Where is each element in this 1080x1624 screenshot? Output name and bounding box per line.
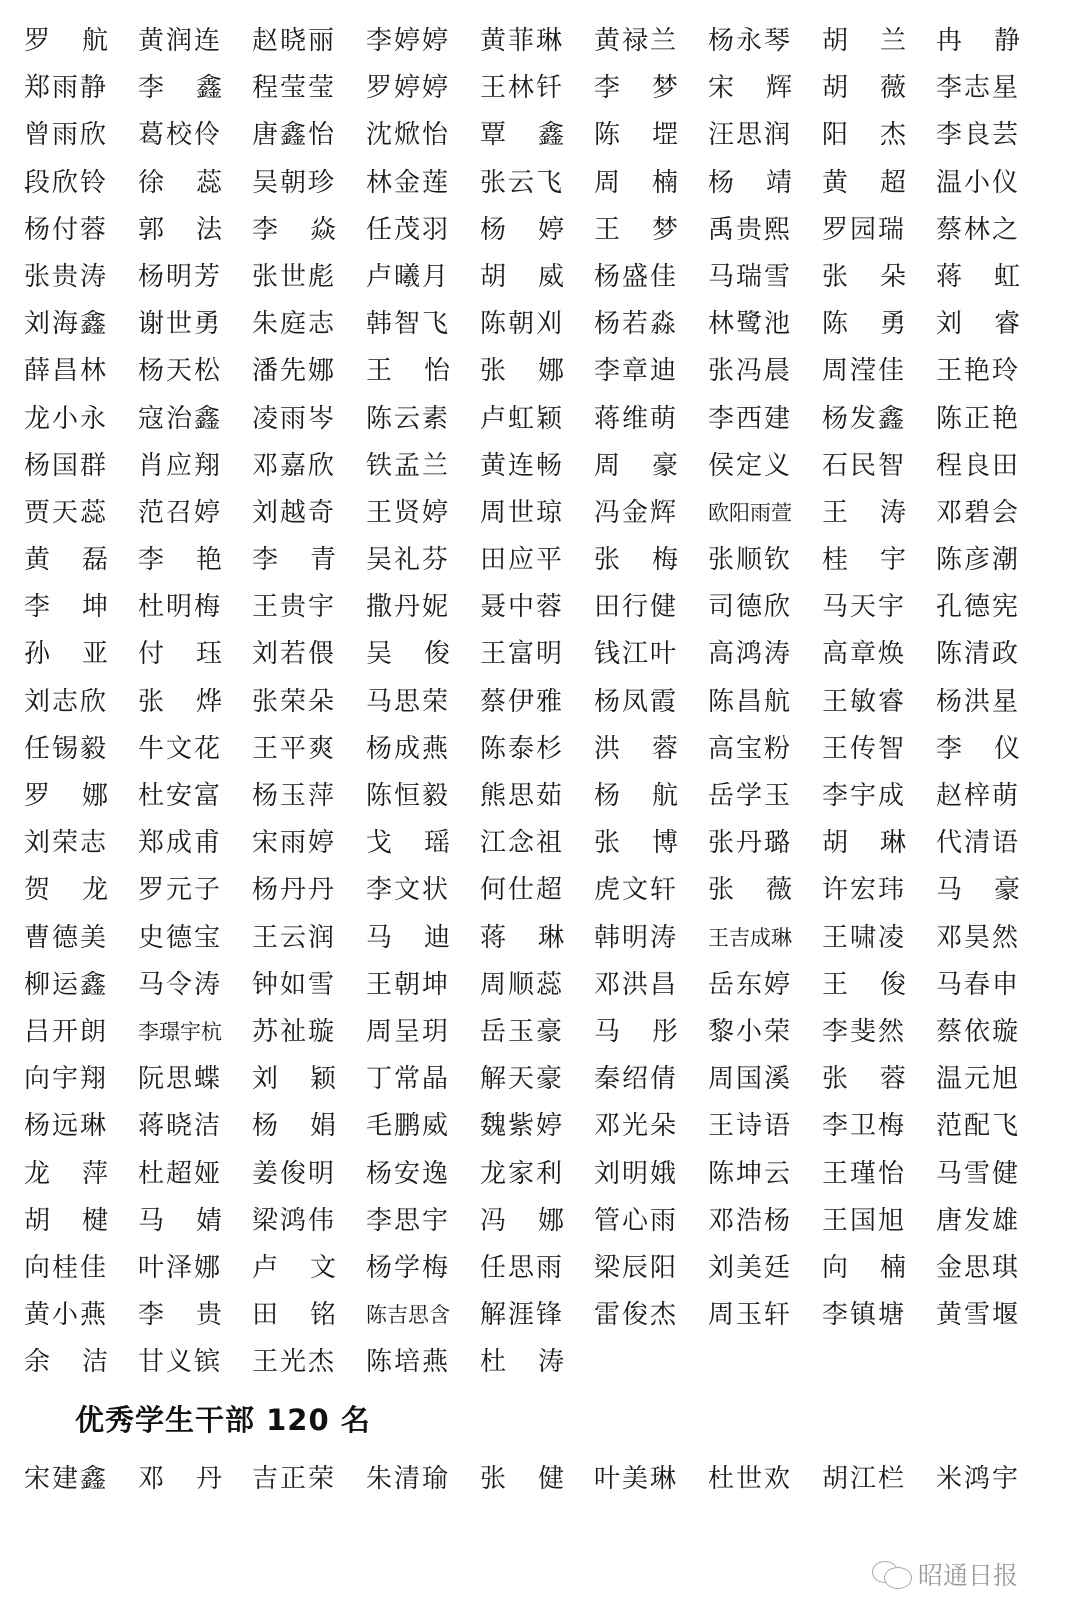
name-entry: 管心雨 [594,1205,679,1236]
name-entry: 胡 威 [480,261,566,292]
honor-list-section-2 [24,1456,1064,1503]
name-entry: 杜 涛 [480,1347,566,1378]
name-entry: 凌雨岑 [252,403,337,434]
name-entry: 欧阳雨萱 [708,500,792,525]
name-entry: 周 楠 [594,167,680,198]
name-entry: 李宇成 [822,781,907,811]
name-entry: 戈 瑶 [366,828,452,859]
name-entry: 林金莲 [366,167,451,198]
name-entry: 秦绍倩 [594,1064,679,1095]
name-entry: 程良田 [936,450,1021,481]
name-entry: 石民智 [822,450,907,481]
name-entry: 王艳玲 [936,356,1021,387]
name-entry: 段欣铃 [24,167,109,198]
name-entry: 李良芸 [936,120,1021,151]
name-entry: 朱庭志 [252,309,337,340]
name-entry: 周国溪 [708,1064,793,1095]
name-entry: 陈 勇 [822,309,908,340]
name-entry: 杨天松 [138,356,223,387]
name-entry: 王瑾怡 [822,1158,907,1189]
name-entry: 王国旭 [822,1205,907,1236]
name-entry: 刘美廷 [708,1252,793,1283]
name-entry: 刘荣志 [24,828,109,859]
name-entry: 张丹璐 [708,828,793,859]
name-entry: 杨盛佳 [594,261,679,292]
name-entry: 葛校伶 [138,120,223,151]
name-entry: 陈坤云 [708,1158,793,1189]
name-entry: 王吉成琳 [708,925,792,950]
name-entry: 龙小永 [24,403,109,434]
name-entry: 王 梦 [594,214,680,245]
name-entry: 唐发雄 [936,1205,1021,1236]
name-entry: 周滢佳 [822,356,907,387]
name-entry: 刘越奇 [252,497,337,528]
name-entry: 任思雨 [480,1252,565,1283]
name-entry: 王朝坤 [366,969,451,1000]
name-entry: 撒丹妮 [366,592,451,623]
name-entry: 蒋 琳 [480,922,566,953]
name-entry: 温小仪 [936,167,1021,198]
name-entry: 韩智飞 [366,309,451,340]
name-entry: 禹贵熙 [708,214,793,245]
name-entry: 杨 靖 [708,167,794,198]
name-entry: 钟如雪 [252,969,337,1000]
name-entry: 宋雨婷 [252,828,337,859]
name-entry: 周世琼 [480,497,565,528]
name-entry: 冯 娜 [480,1205,566,1236]
name-entry: 沈焮怡 [366,120,451,151]
name-entry: 罗 航 [24,26,110,56]
name-entry: 邓碧会 [936,497,1021,528]
name-entry: 罗元子 [138,875,223,906]
name-entry: 李镇塘 [822,1300,907,1331]
name-entry: 蔡伊雅 [480,686,565,717]
name-entry: 张 蓉 [822,1064,908,1095]
name-entry: 许宏玮 [822,875,907,906]
name-entry: 黄 磊 [24,545,110,576]
name-entry: 王光杰 [252,1347,337,1378]
name-entry: 蒋 虹 [936,261,1022,292]
name-entry: 曹德美 [24,922,109,953]
name-entry: 解涯锋 [480,1300,565,1331]
name-entry: 汪思润 [708,120,793,151]
name-entry: 邓浩杨 [708,1205,793,1236]
name-entry: 朱清瑜 [366,1464,451,1494]
name-entry: 胡 薇 [822,73,908,104]
name-entry: 邓昊然 [936,922,1021,953]
name-entry: 向宇翔 [24,1064,109,1095]
name-entry: 侯定义 [708,450,793,481]
name-entry: 黎小荣 [708,1016,793,1047]
name-entry: 郑雨静 [24,73,109,104]
name-entry: 马瑞雪 [708,261,793,292]
name-entry: 张冯晨 [708,356,793,387]
name-entry: 李 焱 [252,214,338,245]
name-entry: 梁辰阳 [594,1252,679,1283]
name-entry: 孔德宪 [936,592,1021,623]
name-entry: 周呈玥 [366,1016,451,1047]
name-entry: 雷俊杰 [594,1300,679,1331]
name-entry: 刘明娥 [594,1158,679,1189]
name-entry: 罗 娜 [24,781,110,811]
name-entry: 陈培燕 [366,1347,451,1378]
name-entry: 熊思茹 [480,781,565,811]
name-entry: 唐鑫怡 [252,120,337,151]
name-entry: 罗园瑞 [822,214,907,245]
name-entry: 程莹莹 [252,73,337,104]
name-entry: 梁鸿伟 [252,1205,337,1236]
name-entry: 吕开朗 [24,1016,109,1047]
name-entry: 杨明芳 [138,261,223,292]
name-entry: 苏祉璇 [252,1016,337,1047]
name-entry: 周顺蕊 [480,969,565,1000]
honor-list-section-1 [24,18,1064,1386]
name-entry: 田行健 [594,592,679,623]
name-entry: 岳东婷 [708,969,793,1000]
name-entry: 黄润连 [138,26,223,56]
name-entry: 黄连畅 [480,450,565,481]
name-entry: 黄雪堰 [936,1300,1021,1331]
name-entry: 杨付蓉 [24,214,109,245]
name-entry: 邓洪昌 [594,969,679,1000]
name-entry: 赵晓丽 [252,26,337,56]
name-entry: 黄禄兰 [594,26,679,56]
name-entry: 王传智 [822,733,907,764]
name-entry: 毛鹏威 [366,1111,451,1142]
name-entry: 聂中蓉 [480,592,565,623]
name-entry: 范配飞 [936,1111,1021,1142]
name-entry: 周玉轩 [708,1300,793,1331]
name-entry: 马雪健 [936,1158,1021,1189]
name-entry: 吴 俊 [366,639,452,670]
name-entry: 任锡毅 [24,733,109,764]
name-entry: 邓光朵 [594,1111,679,1142]
name-entry: 代清语 [936,828,1021,859]
name-entry: 阳 杰 [822,120,908,151]
name-entry: 杜世欢 [708,1464,793,1494]
name-entry: 杨 婷 [480,214,566,245]
name-entry: 杨洪星 [936,686,1021,717]
name-entry: 田应平 [480,545,565,576]
name-entry: 张贵涛 [24,261,109,292]
name-entry: 刘 颖 [252,1064,338,1095]
name-entry: 刘 睿 [936,309,1022,340]
name-entry: 温元旭 [936,1064,1021,1095]
name-entry: 冯金辉 [594,497,679,528]
name-entry: 钱江叶 [594,639,679,670]
name-entry: 吉正荣 [252,1464,337,1494]
name-entry: 马天宇 [822,592,907,623]
name-entry: 魏紫婷 [480,1111,565,1142]
name-entry: 杨若淼 [594,309,679,340]
name-entry: 王 俊 [822,969,908,1000]
name-entry: 王啸凌 [822,922,907,953]
name-entry: 张 健 [480,1464,566,1494]
name-entry: 张 娜 [480,356,566,387]
name-entry: 王敏睿 [822,686,907,717]
name-entry: 陈正艳 [936,403,1021,434]
name-entry: 刘志欣 [24,686,109,717]
name-entry: 江念祖 [480,828,565,859]
name-entry: 张荣朵 [252,686,337,717]
name-entry: 杜明梅 [138,592,223,623]
name-entry: 黄小燕 [24,1300,109,1331]
name-entry: 郑成甫 [138,828,223,859]
name-entry: 张 烨 [138,686,224,717]
name-entry: 甘义镔 [138,1347,223,1378]
name-entry: 龙 萍 [24,1158,110,1189]
name-entry: 王诗语 [708,1111,793,1142]
name-entry: 王林钎 [480,73,565,104]
name-entry: 叶泽娜 [138,1252,223,1283]
name-entry: 杨丹丹 [252,875,337,906]
name-entry: 王平爽 [252,733,337,764]
name-entry: 杨远琳 [24,1111,109,1142]
name-entry: 柳运鑫 [24,969,109,1000]
name-entry: 李璟宇杭 [138,1019,222,1044]
name-entry: 李 鑫 [138,73,224,104]
wechat-icon [872,1561,912,1587]
name-entry: 谢世勇 [138,309,223,340]
name-entry: 邓嘉欣 [252,450,337,481]
name-entry: 杨永琴 [708,26,793,56]
name-entry: 杨凤霞 [594,686,679,717]
name-entry: 马春申 [936,969,1021,1000]
name-entry: 牛文花 [138,733,223,764]
name-entry: 杨 娟 [252,1111,338,1142]
name-entry: 黄菲琳 [480,26,565,56]
name-entry: 杨学梅 [366,1252,451,1283]
name-entry: 卢 文 [252,1252,338,1283]
name-entry: 胡 兰 [822,26,908,56]
name-entry: 铁孟兰 [366,450,451,481]
name-entry: 陈吉思含 [366,1303,450,1328]
name-entry: 覃 鑫 [480,120,566,151]
name-entry: 桂 宇 [822,545,908,576]
name-entry: 肖应翔 [138,450,223,481]
name-entry: 杜安富 [138,781,223,811]
name-entry: 马 豪 [936,875,1022,906]
name-entry: 杨安逸 [366,1158,451,1189]
name-entry: 阮思蝶 [138,1064,223,1095]
name-entry: 李 艳 [138,545,224,576]
name-entry: 邓 丹 [138,1464,224,1494]
name-entry: 杨国群 [24,450,109,481]
name-entry: 吴礼芬 [366,545,451,576]
name-entry: 王富明 [480,639,565,670]
name-entry: 丁常晶 [366,1064,451,1095]
watermark [872,1556,1018,1592]
name-entry: 岳学玉 [708,781,793,811]
name-entry: 张世彪 [252,261,337,292]
name-entry: 胡 楗 [24,1205,110,1236]
name-entry: 李志星 [936,73,1021,104]
name-entry: 解天豪 [480,1064,565,1095]
name-entry: 贾天蕊 [24,497,109,528]
name-entry: 陈彦潮 [936,545,1021,576]
name-entry: 贺 龙 [24,875,110,906]
name-entry: 王贵宇 [252,592,337,623]
name-entry: 张顺钦 [708,545,793,576]
name-entry: 周 豪 [594,450,680,481]
name-entry: 马 迪 [366,922,452,953]
name-entry: 李 梦 [594,73,680,104]
name-entry: 黄 超 [822,167,908,198]
name-entry: 陈泰杉 [480,733,565,764]
name-entry: 姜俊明 [252,1158,337,1189]
name-entry: 曾雨欣 [24,120,109,151]
name-entry: 陈 堽 [594,120,680,151]
name-entry: 李 仪 [936,733,1022,764]
name-entry: 李思宇 [366,1205,451,1236]
name-entry: 李 坤 [24,592,110,623]
name-entry: 徐 蕊 [138,167,224,198]
name-entry: 刘海鑫 [24,309,109,340]
name-entry: 马 彤 [594,1016,680,1047]
name-entry: 韩明涛 [594,922,679,953]
name-entry: 杨 航 [594,781,680,811]
name-entry: 陈恒毅 [366,781,451,811]
name-entry: 杨玉萍 [252,781,337,811]
name-entry: 林鹭池 [708,309,793,340]
name-entry: 卢曦月 [366,261,451,292]
name-entry: 高宝粉 [708,733,793,764]
name-entry: 王 涛 [822,497,908,528]
name-entry: 胡江栏 [822,1464,907,1494]
name-entry: 张 梅 [594,545,680,576]
name-entry: 蔡林之 [936,214,1021,245]
name-entry: 杨发鑫 [822,403,907,434]
name-entry: 张 朵 [822,261,908,292]
name-entry: 张云飞 [480,167,565,198]
name-entry: 付 珏 [138,639,224,670]
name-entry: 宋建鑫 [24,1464,109,1494]
name-entry: 张 薇 [708,875,794,906]
name-entry: 高鸿涛 [708,639,793,670]
name-entry: 李婷婷 [366,26,451,56]
name-entry: 马思荣 [366,686,451,717]
name-entry: 吴朝珍 [252,167,337,198]
name-entry: 虎文轩 [594,875,679,906]
name-entry: 李 青 [252,545,338,576]
name-entry: 司德欣 [708,592,793,623]
name-entry: 田 铭 [252,1300,338,1331]
name-entry: 李卫梅 [822,1111,907,1142]
name-entry: 李西建 [708,403,793,434]
name-entry: 蒋维萌 [594,403,679,434]
watermark-text: 昭通日报 [918,1561,1019,1590]
name-entry: 蒋晓洁 [138,1111,223,1142]
name-entry: 蔡依璇 [936,1016,1021,1047]
name-entry: 李 贵 [138,1300,224,1331]
name-entry: 胡 琳 [822,828,908,859]
name-entry: 卢虹颖 [480,403,565,434]
name-entry: 杜超娅 [138,1158,223,1189]
name-entry: 王 怡 [366,356,452,387]
name-entry: 马 婧 [138,1205,224,1236]
name-entry: 杨成燕 [366,733,451,764]
name-entry: 马令涛 [138,969,223,1000]
name-entry: 何仕超 [480,875,565,906]
name-entry: 薛昌林 [24,356,109,387]
name-entry: 任茂羽 [366,214,451,245]
name-entry: 陈清政 [936,639,1021,670]
name-entry: 王云润 [252,922,337,953]
name-entry: 叶美琳 [594,1464,679,1494]
name-entry: 岳玉豪 [480,1016,565,1047]
name-entry: 寇治鑫 [138,403,223,434]
name-entry: 米鸿宇 [936,1464,1021,1494]
name-entry: 高章焕 [822,639,907,670]
name-entry: 范召婷 [138,497,223,528]
name-entry: 李文状 [366,875,451,906]
name-entry: 冉 静 [936,26,1022,56]
name-entry: 张 博 [594,828,680,859]
name-entry: 李斐然 [822,1016,907,1047]
name-entry: 罗婷婷 [366,73,451,104]
name-entry: 向 楠 [822,1252,908,1283]
name-entry: 向桂佳 [24,1252,109,1283]
section-heading-student-cadres: 优秀学生干部 120 名 [75,1403,371,1437]
name-entry: 史德宝 [138,922,223,953]
name-entry: 陈朝刈 [480,309,565,340]
name-entry: 金思琪 [936,1252,1021,1283]
name-entry: 宋 辉 [708,73,794,104]
name-entry: 潘先娜 [252,356,337,387]
name-entry: 郭 法 [138,214,224,245]
name-entry: 李章迪 [594,356,679,387]
name-entry: 洪 蓉 [594,733,680,764]
name-entry: 孙 亚 [24,639,110,670]
name-entry: 王贤婷 [366,497,451,528]
name-entry: 赵梓萌 [936,781,1021,811]
name-entry: 陈云素 [366,403,451,434]
name-entry: 陈昌航 [708,686,793,717]
name-entry: 刘若偎 [252,639,337,670]
name-entry: 龙家利 [480,1158,565,1189]
name-entry: 余 洁 [24,1347,110,1378]
